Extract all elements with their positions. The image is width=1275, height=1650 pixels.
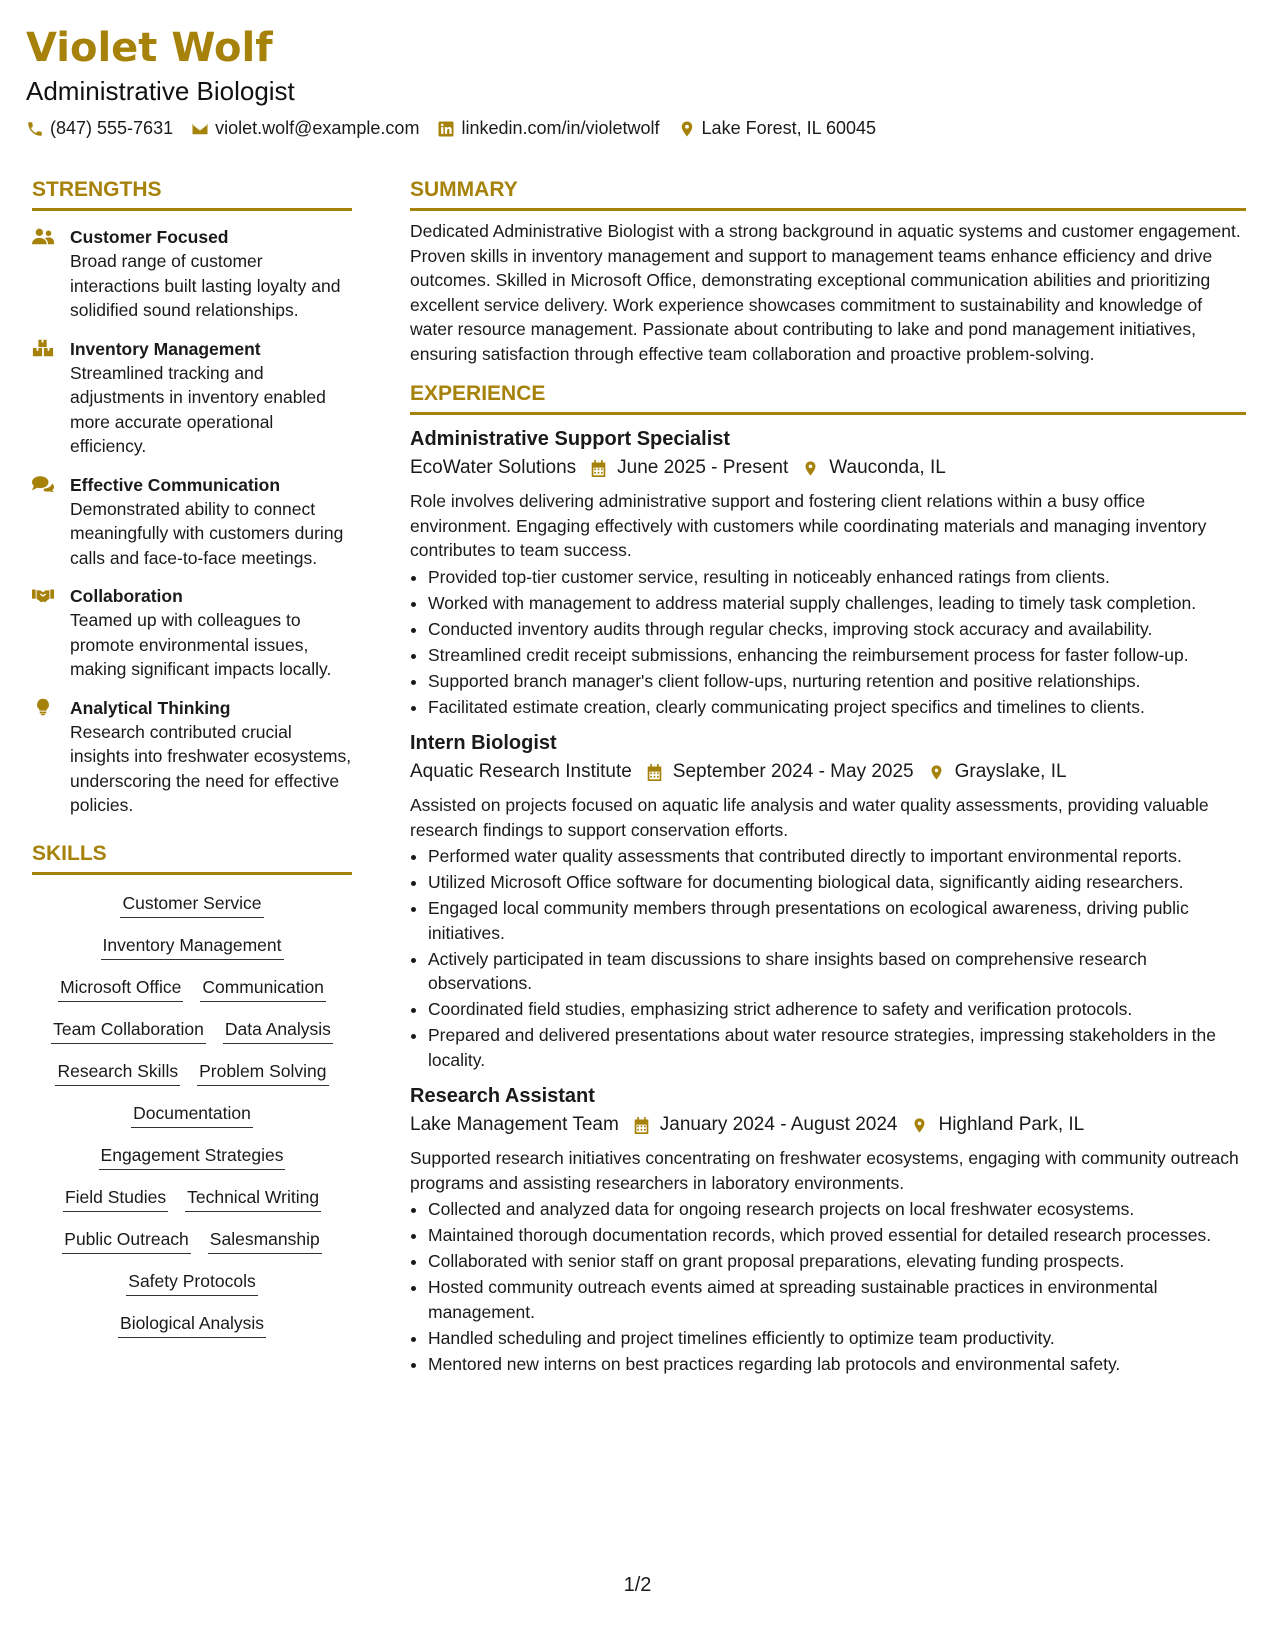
contact-email[interactable] xyxy=(191,118,419,139)
skill-tag: Team Collaboration xyxy=(51,1017,206,1044)
bullet-item: • Supported branch manager's client follow-ups, nurturing retention and positive relationships. xyxy=(428,669,1246,694)
strength-desc: Research contributed crucial insights into freshwater ecosystems, underscoring the need for effective policies. xyxy=(70,721,352,815)
strength-item xyxy=(32,696,352,818)
bullet-item: • Performed water quality assessments that contributed directly to important environmental reports. xyxy=(428,844,1246,869)
skill-tag: Inventory Management xyxy=(101,933,284,960)
skills-row xyxy=(32,1017,352,1044)
calendar-icon xyxy=(633,1116,650,1135)
strength-title: Analytical Thinking xyxy=(70,697,231,718)
calendar-icon xyxy=(590,459,607,478)
bullet-item: • Engaged local community members through presentations on ecological awareness, driving public initiatives. xyxy=(428,896,1246,945)
skill-tag: Documentation xyxy=(131,1101,253,1128)
resume-header xyxy=(26,22,1246,139)
job-company: Aquatic Research Institute xyxy=(410,761,632,782)
bullet-item: • Collaborated with senior staff on grant proposal preparations, elevating funding prospects. xyxy=(428,1249,1246,1274)
bullet-item: • Handled scheduling and project timelines efficiently to optimize team productivity. xyxy=(428,1326,1246,1351)
job-bullets xyxy=(410,844,1246,1072)
bullet-item: • Worked with management to address material supply challenges, leading to timely task completion. xyxy=(428,591,1246,616)
contact-bar xyxy=(26,118,1246,139)
right-column xyxy=(410,176,1246,1378)
job-entry xyxy=(410,729,1246,1072)
map-pin-icon xyxy=(911,1116,928,1135)
job-entry xyxy=(410,425,1246,719)
calendar-icon xyxy=(646,763,663,782)
strength-desc: Teamed up with colleagues to promote environmental issues, making significant impacts locally. xyxy=(70,610,332,679)
map-pin-icon xyxy=(802,459,819,478)
skill-tag: Technical Writing xyxy=(185,1185,321,1212)
experience-heading: EXPERIENCE xyxy=(410,380,1246,415)
skill-tag: Problem Solving xyxy=(197,1059,328,1086)
job-meta xyxy=(410,1110,1246,1140)
skills-heading: SKILLS xyxy=(32,840,352,875)
skill-tag: Research Skills xyxy=(55,1059,180,1086)
bullet-item: • Facilitated estimate creation, clearly communicating project specifics and timelines to clients. xyxy=(428,695,1246,720)
skill-tag: Salesmanship xyxy=(208,1227,322,1254)
bullet-item: • Coordinated field studies, emphasizing strict adherence to safety and verification protocols. xyxy=(428,997,1246,1022)
skill-tag: Safety Protocols xyxy=(126,1269,257,1296)
bullet-item: • Hosted community outreach events aimed at spreading sustainable practices in environmental management. xyxy=(428,1275,1246,1324)
strength-desc: Demonstrated ability to connect meaningfully with customers during calls and face-to-face meetings. xyxy=(70,498,344,568)
strength-desc: Broad range of customer interactions built lasting loyalty and solidified sound relationships. xyxy=(70,251,341,320)
skill-tag: Public Outreach xyxy=(62,1227,191,1254)
bullet-item: • Utilized Microsoft Office software for documenting biological data, significantly aiding researchers. xyxy=(428,870,1246,895)
bullet-item: • Mentored new interns on best practices regarding lab protocols and environmental safety. xyxy=(428,1352,1246,1377)
skills-list xyxy=(32,891,352,1338)
job-dates: September 2024 - May 2025 xyxy=(672,761,914,782)
strength-title: Effective Communication xyxy=(70,474,281,495)
strength-title: Inventory Management xyxy=(70,338,261,359)
job-dates: June 2025 - Present xyxy=(617,457,789,478)
strength-item xyxy=(32,473,352,571)
strength-desc: Streamlined tracking and adjustments in inventory enabled more accurate operational efficiency. xyxy=(70,362,326,456)
boxes-icon xyxy=(32,339,54,357)
bullet-item: • Streamlined credit receipt submissions, enhancing the reimbursement process for faster follow-up. xyxy=(428,643,1246,668)
job-meta xyxy=(410,453,1246,483)
bullet-item: • Actively participated in team discussions to share insights based on comprehensive research observations. xyxy=(428,947,1246,996)
envelope-icon xyxy=(191,120,209,138)
job-entry xyxy=(410,1082,1246,1376)
skill-tag: Customer Service xyxy=(120,891,263,918)
job-description: Supported research initiatives concentrating on freshwater ecosystems, engaging with community outreach programs and assisting researchers in laboratory environments. xyxy=(410,1148,1239,1193)
skills-row xyxy=(32,891,352,918)
skills-row xyxy=(32,975,352,1002)
skill-tag: Field Studies xyxy=(63,1185,168,1212)
strengths-heading: STRENGTHS xyxy=(32,176,352,211)
strength-item xyxy=(32,584,352,682)
handshake-icon xyxy=(32,586,54,604)
map-pin-icon xyxy=(928,763,945,782)
skill-tag: Data Analysis xyxy=(223,1017,333,1044)
job-location: Highland Park, IL xyxy=(938,1114,1085,1135)
skills-row xyxy=(32,933,352,960)
strength-item xyxy=(32,225,352,323)
bullet-item: • Collected and analyzed data for ongoing research projects on local freshwater ecosystems. xyxy=(428,1197,1246,1222)
bullet-item: • Prepared and delivered presentations about water resource strategies, impressing stakeholders in the locality. xyxy=(428,1023,1246,1072)
strength-title: Customer Focused xyxy=(70,227,229,247)
job-description: Role involves delivering administrative support and fostering client relations within a busy office environment. Engaging effectively with customers while coordinating materials and managing inventory contributes to team success. xyxy=(410,491,1207,560)
strength-item xyxy=(32,337,352,459)
strength-title: Collaboration xyxy=(70,586,183,606)
linkedin-icon xyxy=(437,120,455,138)
job-location: Wauconda, IL xyxy=(829,457,946,478)
map-pin-icon xyxy=(678,120,696,138)
candidate-name: Violet Wolf xyxy=(26,25,273,71)
bullet-item: • Conducted inventory audits through regular checks, improving stock accuracy and availability. xyxy=(428,617,1246,642)
job-dates: January 2024 - August 2024 xyxy=(659,1114,898,1135)
skills-row xyxy=(32,1185,352,1212)
linkedin-text: linkedin.com/in/violetwolf xyxy=(461,118,660,138)
page-number: 1/2 xyxy=(623,1574,652,1596)
contact-linkedin[interactable] xyxy=(437,118,659,139)
skill-tag: Biological Analysis xyxy=(118,1311,266,1338)
job-bullets xyxy=(410,565,1246,720)
job-role: Research Assistant xyxy=(410,1085,595,1107)
skill-tag: Engagement Strategies xyxy=(99,1143,286,1170)
phone-icon xyxy=(26,120,44,138)
phone-text: (847) 555-7631 xyxy=(50,118,174,138)
contact-location xyxy=(678,118,876,139)
skills-row xyxy=(32,1269,352,1296)
skills-row xyxy=(32,1059,352,1086)
left-column xyxy=(32,176,352,1338)
job-meta xyxy=(410,757,1246,787)
job-role: Administrative Support Specialist xyxy=(410,428,731,450)
skills-row xyxy=(32,1143,352,1170)
comments-icon xyxy=(32,475,54,493)
skills-row xyxy=(32,1101,352,1128)
email-text: violet.wolf@example.com xyxy=(215,118,420,138)
bullet-item: • Maintained thorough documentation records, which proved essential for detailed research processes. xyxy=(428,1223,1246,1248)
job-bullets xyxy=(410,1197,1246,1376)
contact-phone[interactable] xyxy=(26,118,173,139)
job-title: Administrative Biologist xyxy=(26,76,295,106)
job-description: Assisted on projects focused on aquatic life analysis and water quality assessments, providing valuable research findings to support conservation efforts. xyxy=(410,795,1209,840)
skills-row xyxy=(32,1227,352,1254)
users-icon xyxy=(32,227,54,245)
summary-text: Dedicated Administrative Biologist with a strong background in aquatic systems and customer engagement. Proven skills in inventory management and support to management teams enhance efficiency and drive outcomes. Skilled in Microsoft Office, demonstrating exceptional communication abilities and prioritizing excellent service delivery. Work experience showcases commitment to sustainability and knowledge of water resource management. Passionate about contributing to lake and pond management initiatives, ensuring satisfaction through effective team collaboration and proactive problem-solving. xyxy=(410,221,1241,364)
lightbulb-icon xyxy=(32,698,54,716)
location-text: Lake Forest, IL 60045 xyxy=(701,118,876,138)
skill-tag: Communication xyxy=(200,975,326,1002)
summary-heading: SUMMARY xyxy=(410,176,1246,211)
job-company: Lake Management Team xyxy=(410,1114,619,1135)
job-location: Grayslake, IL xyxy=(954,761,1067,782)
job-role: Intern Biologist xyxy=(410,732,557,754)
skills-row xyxy=(32,1311,352,1338)
bullet-item: • Provided top-tier customer service, resulting in noticeably enhanced ratings from clients. xyxy=(428,565,1246,590)
skill-tag: Microsoft Office xyxy=(58,975,183,1002)
job-company: EcoWater Solutions xyxy=(410,457,577,478)
